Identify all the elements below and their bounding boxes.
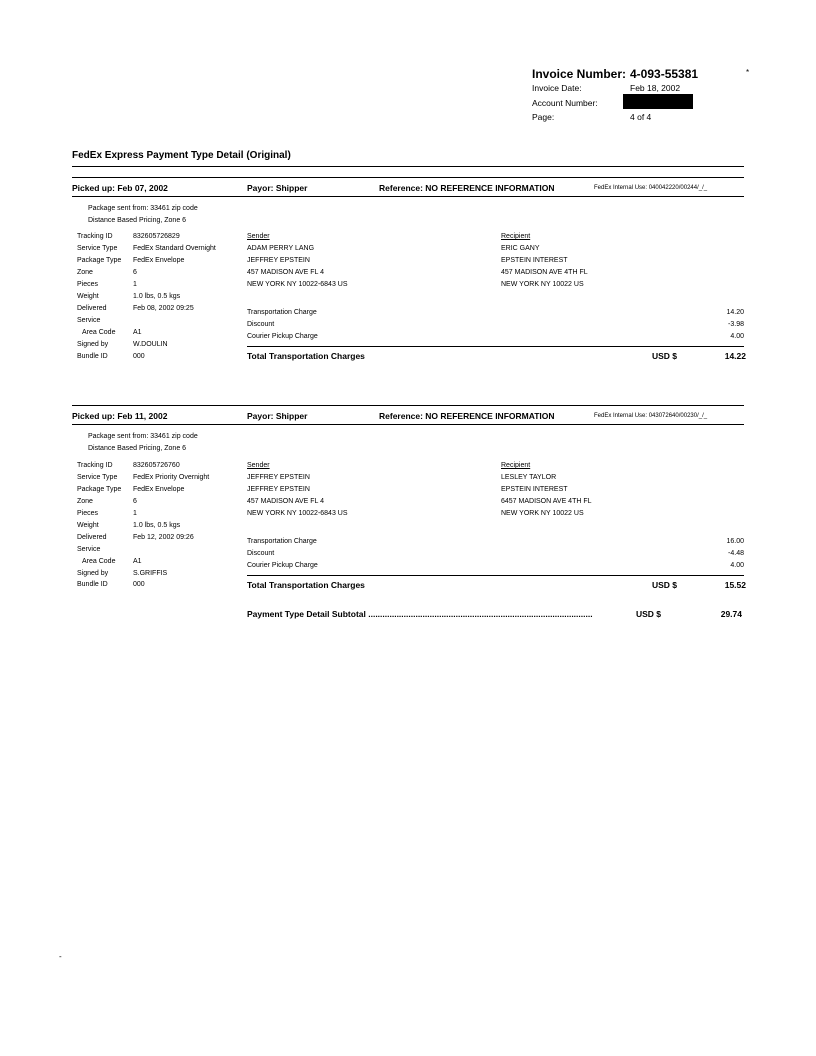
detail-label: Bundle ID xyxy=(77,581,108,588)
subtotal-amount: 29.74 xyxy=(720,609,742,619)
service-type: FedEx Standard Overnight xyxy=(133,245,216,252)
area-code: A1 xyxy=(133,558,142,565)
bundle-id: 000 xyxy=(133,581,145,588)
area-code: A1 xyxy=(133,329,142,336)
page-label: Page: xyxy=(532,112,555,122)
sender-label: Sender xyxy=(247,233,270,240)
charge-label: Discount xyxy=(247,321,275,328)
internal-use: FedEx Internal Use: 040042220/00244/_/_ xyxy=(594,185,708,191)
invoice-date-value: Feb 18, 2002 xyxy=(630,83,681,93)
recipient-line: LESLEY TAYLOR xyxy=(501,474,557,481)
total-currency: USD $ xyxy=(652,580,678,590)
charge-label: Courier Pickup Charge xyxy=(247,333,318,340)
recipient-line: ERIC GANY xyxy=(501,245,540,252)
package-type: FedEx Envelope xyxy=(133,257,185,264)
reference: Reference: NO REFERENCE INFORMATION xyxy=(379,411,555,421)
charge-amount: -3.98 xyxy=(728,321,744,328)
shipment-2-top-rule xyxy=(72,405,744,406)
recipient-label: Recipient xyxy=(501,462,531,469)
charge-amount: 4.00 xyxy=(730,333,744,340)
total-label: Total Transportation Charges xyxy=(247,351,365,361)
signed-by: S.GRIFFIS xyxy=(133,570,168,577)
delivered: Feb 12, 2002 09:26 xyxy=(133,534,194,541)
sender-line: ADAM PERRY LANG xyxy=(247,245,315,252)
invoice-number-value: 4-093-55381 xyxy=(630,67,699,81)
detail-label: Delivered xyxy=(77,305,107,312)
recipient-line: EPSTEIN INTEREST xyxy=(501,486,568,493)
charge-label: Discount xyxy=(247,550,275,557)
detail-label: Delivered xyxy=(77,534,107,541)
recipient-line: EPSTEIN INTEREST xyxy=(501,257,568,264)
total-label: Total Transportation Charges xyxy=(247,580,365,590)
weight: 1.0 lbs, 0.5 kgs xyxy=(133,293,181,300)
detail-label: Tracking ID xyxy=(77,233,113,240)
section-rule-2 xyxy=(72,177,744,178)
service-type: FedEx Priority Overnight xyxy=(133,474,210,481)
sender-line: JEFFREY EPSTEIN xyxy=(247,486,310,493)
detail-label: Signed by xyxy=(77,570,109,577)
subtotal-label: Payment Type Detail Subtotal ............................................................................................... xyxy=(247,609,593,619)
total-amount: 15.52 xyxy=(724,580,746,590)
detail-label: Service xyxy=(77,317,101,324)
shipment-header-rule xyxy=(72,196,744,197)
pieces: 1 xyxy=(133,510,137,517)
charge-amount: -4.48 xyxy=(728,550,744,557)
corner-mark: * xyxy=(746,68,750,77)
recipient-label: Recipient xyxy=(501,233,531,240)
detail-label: Service Type xyxy=(77,245,118,252)
package-type: FedEx Envelope xyxy=(133,486,185,493)
delivered: Feb 08, 2002 09:25 xyxy=(133,305,194,312)
bottom-mark: - xyxy=(59,952,62,961)
account-number-redaction xyxy=(623,94,693,109)
tracking-id: 832605726760 xyxy=(133,462,180,469)
total-amount: 14.22 xyxy=(724,351,746,361)
recipient-line: NEW YORK NY 10022 US xyxy=(501,510,584,517)
section-title: FedEx Express Payment Type Detail (Original) xyxy=(72,150,291,161)
detail-label: Zone xyxy=(77,269,93,276)
detail-label: Service xyxy=(77,546,101,553)
picked-up-date: Picked up: Feb 07, 2002 xyxy=(72,183,168,193)
detail-label: Signed by xyxy=(77,341,109,348)
sender-line: 457 MADISON AVE FL 4 xyxy=(247,498,325,505)
detail-label: Bundle ID xyxy=(77,353,108,360)
weight: 1.0 lbs, 0.5 kgs xyxy=(133,522,181,529)
invoice-number-label: Invoice Number: xyxy=(532,67,627,81)
charge-label: Transportation Charge xyxy=(247,309,317,316)
sent-from: Package sent from: 33461 zip code xyxy=(88,433,198,440)
pricing: Distance Based Pricing, Zone 6 xyxy=(88,217,187,224)
reference: Reference: NO REFERENCE INFORMATION xyxy=(379,183,555,193)
recipient-line: NEW YORK NY 10022 US xyxy=(501,281,584,288)
subtotal-currency: USD $ xyxy=(636,609,662,619)
pieces: 1 xyxy=(133,281,137,288)
charge-label: Transportation Charge xyxy=(247,538,317,545)
detail-label: Package Type xyxy=(77,486,122,493)
charges-rule xyxy=(247,575,744,576)
detail-label: Area Code xyxy=(82,329,116,336)
internal-use: FedEx Internal Use: 043072640/00230/_/_ xyxy=(594,413,708,419)
charge-amount: 4.00 xyxy=(730,562,744,569)
detail-label: Service Type xyxy=(77,474,118,481)
detail-label: Weight xyxy=(77,522,99,529)
sender-line: NEW YORK NY 10022-6843 US xyxy=(247,281,348,288)
sender-line: NEW YORK NY 10022-6843 US xyxy=(247,510,348,517)
charge-label: Courier Pickup Charge xyxy=(247,562,318,569)
detail-label: Tracking ID xyxy=(77,462,113,469)
sent-from: Package sent from: 33461 zip code xyxy=(88,205,198,212)
shipment-header-rule xyxy=(72,424,744,425)
sender-line: 457 MADISON AVE FL 4 xyxy=(247,269,325,276)
charges-rule xyxy=(247,346,744,347)
sender-line: JEFFREY EPSTEIN xyxy=(247,474,310,481)
payor: Payor: Shipper xyxy=(247,183,308,193)
detail-label: Zone xyxy=(77,498,93,505)
recipient-line: 6457 MADISON AVE 4TH FL xyxy=(501,498,592,505)
detail-label: Weight xyxy=(77,293,99,300)
sender-line: JEFFREY EPSTEIN xyxy=(247,257,310,264)
charge-amount: 16.00 xyxy=(726,538,744,545)
recipient-line: 457 MADISON AVE 4TH FL xyxy=(501,269,588,276)
invoice-date-label: Invoice Date: xyxy=(532,83,582,93)
section-rule-1 xyxy=(72,166,744,167)
tracking-id: 832605726829 xyxy=(133,233,180,240)
charge-amount: 14.20 xyxy=(726,309,744,316)
detail-label: Area Code xyxy=(82,558,116,565)
payor: Payor: Shipper xyxy=(247,411,308,421)
bundle-id: 000 xyxy=(133,353,145,360)
zone: 6 xyxy=(133,498,137,505)
picked-up-date: Picked up: Feb 11, 2002 xyxy=(72,411,168,421)
total-currency: USD $ xyxy=(652,351,678,361)
detail-label: Pieces xyxy=(77,510,99,517)
detail-label: Package Type xyxy=(77,257,122,264)
zone: 6 xyxy=(133,269,137,276)
account-number-label: Account Number: xyxy=(532,98,598,108)
detail-label: Pieces xyxy=(77,281,99,288)
pricing: Distance Based Pricing, Zone 6 xyxy=(88,445,187,452)
page-value: 4 of 4 xyxy=(630,112,652,122)
sender-label: Sender xyxy=(247,462,270,469)
signed-by: W.DOULIN xyxy=(133,341,168,348)
